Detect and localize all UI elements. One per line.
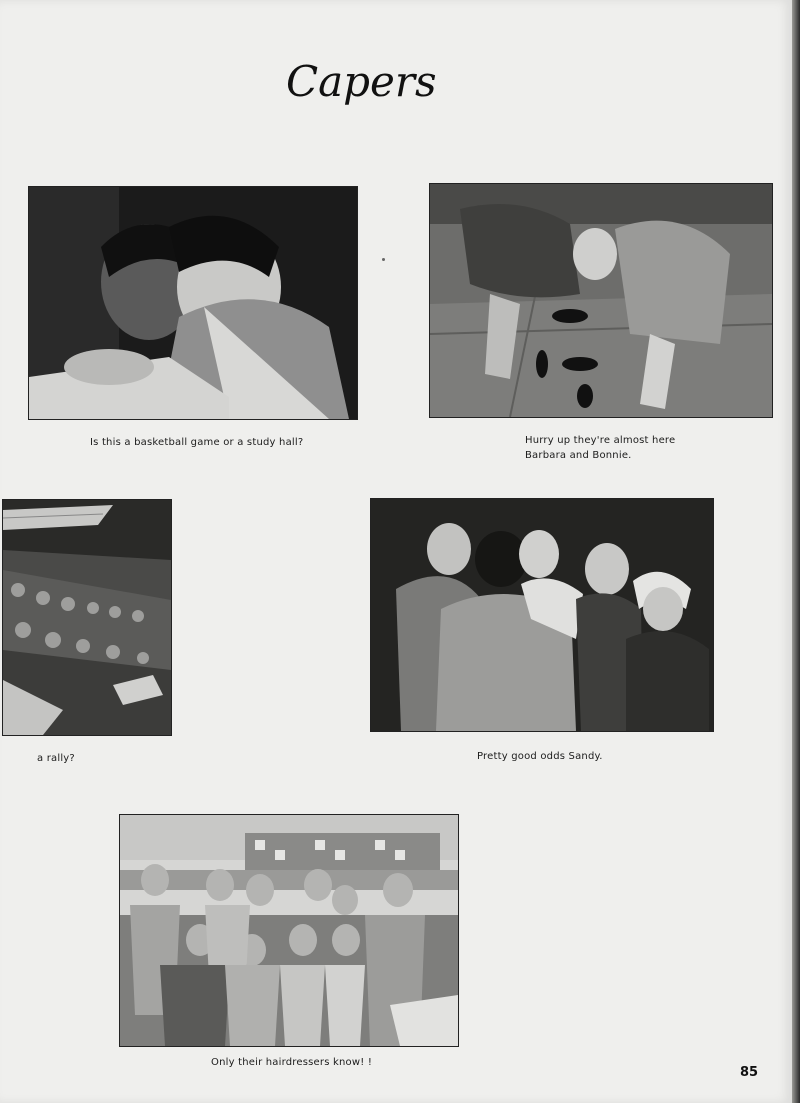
photo-hairdressers (119, 814, 459, 1047)
page-number: 85 (740, 1065, 759, 1080)
caption-odds: Pretty good odds Sandy. (477, 751, 603, 762)
caption-hairdressers: Only their hairdressers know! ! (211, 1057, 373, 1068)
page-title (280, 48, 520, 118)
photo-hurry-up (429, 183, 773, 418)
title-text: Capers (286, 57, 437, 106)
caption-hurry-line2: Barbara and Bonnie. (525, 450, 632, 461)
paper-speck (382, 258, 385, 261)
title-script (280, 48, 520, 118)
caption-rally: a rally? (37, 753, 75, 764)
photo-study-hall (28, 186, 358, 420)
photo-odds (370, 498, 714, 732)
caption-hurry-line1: Hurry up they're almost here (525, 435, 676, 446)
photo-rally (2, 499, 172, 736)
book-spine-edge (792, 0, 800, 1103)
caption-study-hall: Is this a basketball game or a study hall? (90, 437, 304, 448)
